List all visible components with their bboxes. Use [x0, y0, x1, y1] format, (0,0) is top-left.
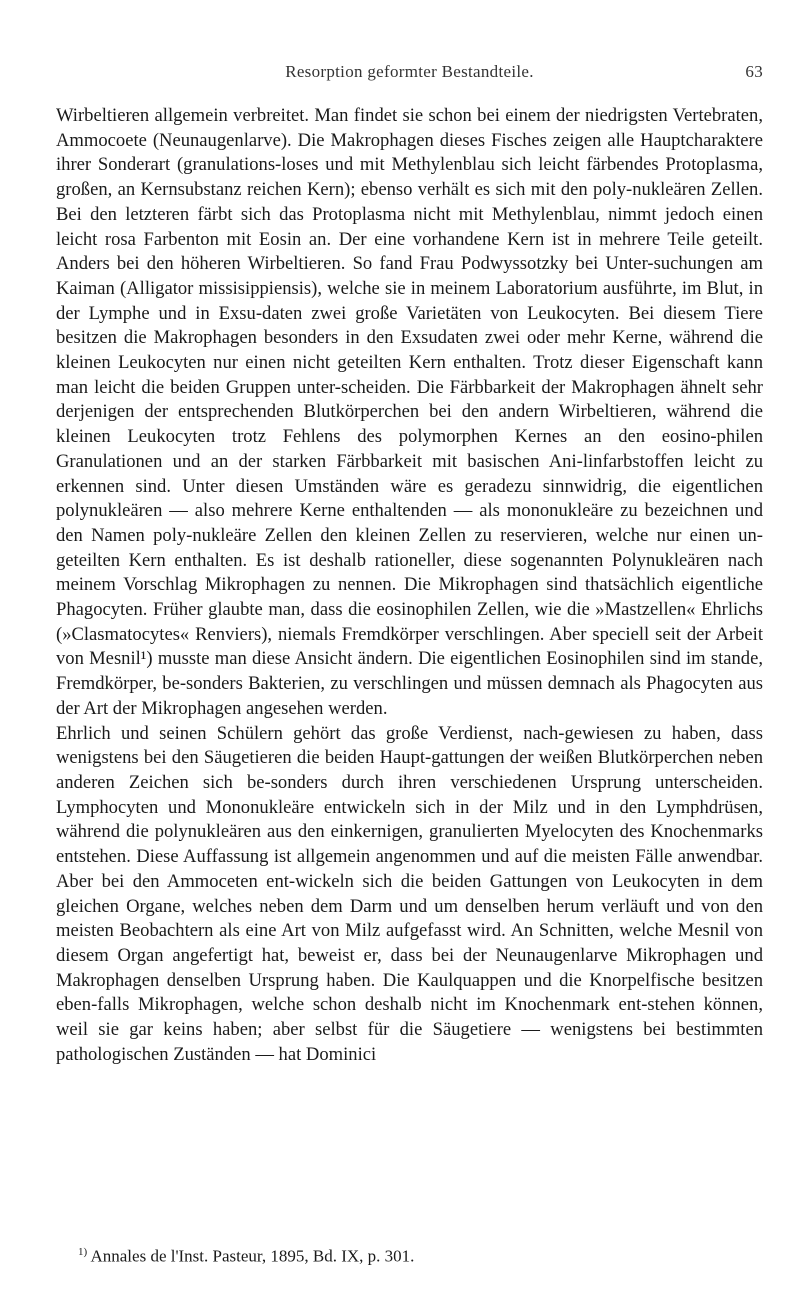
running-head	[56, 62, 763, 86]
running-title: Resorption geformter Bestandteile.	[285, 62, 534, 81]
footnote-marker: 1)	[78, 1246, 88, 1258]
footnote-text: Annales de l'Inst. Pasteur, 1895, Bd. IX, p. 301.	[90, 1246, 415, 1266]
footnote	[78, 1241, 758, 1268]
page-number: 63	[745, 62, 763, 81]
paragraph-2: Ehrlich und seinen Schülern gehört das große Verdienst, nach-gewiesen zu haben, dass wenigstens bei den Säugetieren die beiden Haupt-gattungen der weißen Blutkörperchen neben anderen Zeichen sich be-sonders durch ihren verschiedenen Ursprung unterscheiden. Lymphocyten und Mononukleäre entwickeln sich in der Milz und in den Lymphdrüsen, während die polynukleären aus den einkernigen, granulierten Myelocyten des Knochenmarks entstehen. Diese Auffassung ist allgemein angenommen und auf die meisten Fälle anwendbar. Aber bei den Ammoceten ent-wickeln sich die beiden Gattungen von Leukocyten in dem gleichen Organe, welches neben dem Darm und um denselben herum verläuft und von den meisten Beobachtern als eine Art von Milz aufgefasst wird. An Schnitten, welche Mesnil von diesem Organ angefertigt hat, beweist er, dass bei der Neunaugenlarve Mikrophagen und Makrophagen denselben Ursprung haben. Die Kaulquappen und die Knorpelfische besitzen eben-falls Mikrophagen, welche schon deshalb nicht im Knochenmark ent-stehen können, weil sie gar keins haben; aber selbst für die Säugetiere — wenigstens bei bestimmten pathologischen Zuständen — hat Dominici	[56, 722, 763, 1065]
body-text	[56, 104, 763, 1067]
paragraph-1: Wirbeltieren allgemein verbreitet. Man findet sie schon bei einem der niedrigsten Vertebraten, Ammocoete (Neunaugenlarve). Die Makrophagen dieses Fisches zeigen alle Hauptcharaktere ihrer Sonderart (granulations-loses und mit Methylenblau sich leicht färbendes Protoplasma, großen, an Kernsubstanz reichen Kern); ebenso verhält es sich mit den poly-nukleären Zellen. Bei den letzteren färbt sich das Protoplasma nicht mit Methylenblau, nimmt jedoch einen leicht rosa Farbenton mit Eosin an. Der eine vorhandene Kern ist in mehrere Teile geteilt. Anders bei den höheren Wirbeltieren. So fand Frau Podwyssotzky bei Unter-suchungen am Kaiman (Alligator missisippiensis), welche sie in meinem Laboratorium ausführte, im Blut, in der Lymphe und in Exsu-daten zwei große Varietäten von Leukocyten. Bei diesem Tiere besitzen die Makrophagen besonders in den Exsudaten zwei oder mehr Kerne, während die kleinen Leukocyten nur einen nicht geteilten Kern enthalten. Trotz dieser Eigenschaft kann man leicht die beiden Gruppen unter-scheiden. Die Färbbarkeit der Makrophagen ähnelt sehr derjenigen der entsprechenden Blutkörperchen bei den andern Wirbeltieren, während die kleinen Leukocyten trotz Fehlens des polymorphen Kernes an den eosino-philen Granulationen und an der starken Färbbarkeit mit basischen Ani-linfarbstoffen leicht zu erkennen sind. Unter diesen Umständen wäre es geradezu sinnwidrig, die eigentlichen polynukleären — also mehrere Kerne enthaltenden — als mononukleäre zu bezeichnen und den Namen poly-nukleäre Zellen den kleinen Zellen zu reservieren, welche nur einen un-geteilten Kern enthalten. Es ist deshalb rationeller, diese sogenannten Polynukleären nach meinem Vorschlag Mikrophagen zu nennen. Die Mikrophagen sind thatsächlich eigentliche Phagocyten. Früher glaubte man, dass die eosinophilen Zellen, wie die »Mastzellen« Ehrlichs (»Clasmatocytes« Renviers), niemals Fremdkörper verschlingen. Aber speciell seit der Arbeit von Mesnil¹) musste man diese Ansicht ändern. Die eigentlichen Eosinophilen sind im stande, Fremdkörper, be-sonders Bakterien, zu verschlingen und müssen demnach als Phagocyten aus der Art der Mikrophagen angesehen werden.	[56, 105, 763, 719]
